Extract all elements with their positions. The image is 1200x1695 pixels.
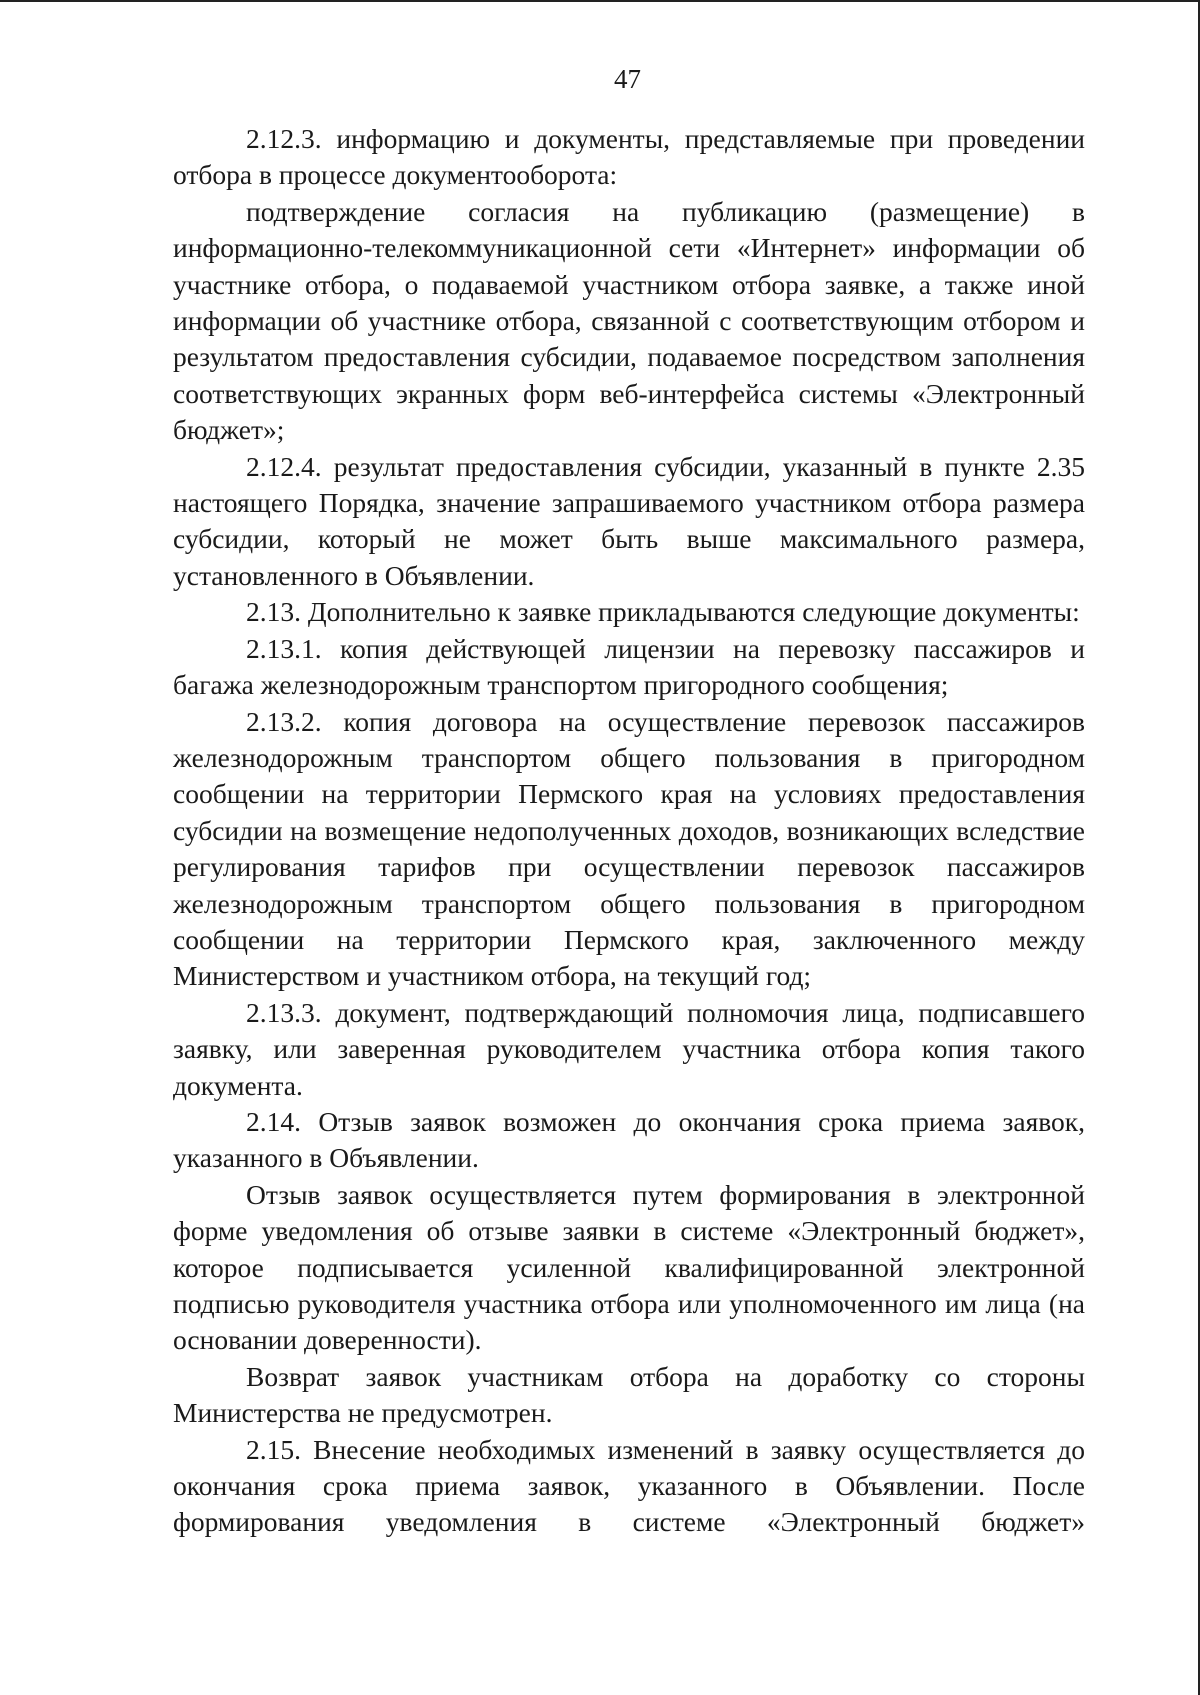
paragraph-withdrawal: Отзыв заявок осуществляется путем формирования в электронной форме уведомления об отзыве заявки в системе «Электронный бюджет», которое подписывается усиленной квалифицированной электронной подписью руководителя участника отбора или уполномоченного им лица (на основании доверенности). — [173, 1178, 1085, 1356]
paragraph-consent: подтверждение согласия на публикацию (размещение) в информационно-телекоммуникационной сети «Интернет» информации об участнике отбора, о подаваемой участником отбора заявке, а также иной информации об участнике отбора, связанной с соответствующим отбором и результатом предоставления субсидии, подаваемое посредством заполнения соответствующих экранных форм веб-интерфейса системы «Электронный бюджет»; — [173, 195, 1085, 446]
paragraph-2-15: 2.15. Внесение необходимых изменений в заявку осуществляется до окончания срока приема заявок, указанного в Объявлении. После формирования уведомления в системе «Электронный бюджет» — [173, 1433, 1085, 1538]
paragraph-2-14: 2.14. Отзыв заявок возможен до окончания срока приема заявок, указанного в Объявлении. — [173, 1105, 1085, 1174]
paragraph-2-13-3: 2.13.3. документ, подтверждающий полномочия лица, подписавшего заявку, или заверенная руководителем участника отбора копия такого документа. — [173, 996, 1085, 1101]
paragraph-2-13-1: 2.13.1. копия действующей лицензии на перевозку пассажиров и багажа железнодорожным транспортом пригородного сообщения; — [173, 632, 1085, 701]
paragraph-return: Возврат заявок участникам отбора на доработку со стороны Министерства не предусмотрен. — [173, 1360, 1085, 1429]
document-body — [173, 121, 1085, 1541]
paragraph-2-12-3: 2.12.3. информацию и документы, представляемые при проведении отбора в процессе документооборота: — [173, 123, 1085, 191]
scan-border-top — [0, 0, 1200, 2]
paragraph-2-12-4: 2.12.4. результат предоставления субсидии, указанный в пункте 2.35 настоящего Порядка, значение запрашиваемого участником отбора размера субсидии, который не может быть выше максимального размера, установленного в Объявлении. — [173, 450, 1085, 591]
page-number: 47 — [614, 64, 641, 94]
paragraph-2-13-2: 2.13.2. копия договора на осуществление перевозок пассажиров железнодорожным транспортом общего пользования в пригородном сообщении на территории Пермского края на условиях предоставления субсидии на возмещение недополученных доходов, возникающих вследствие регулирования тарифов при осуществлении перевозок пассажиров железнодорожным транспортом общего пользования в пригородном сообщении на территории Пермского края, заключенного между Министерством и участником отбора, на текущий год; — [173, 705, 1085, 992]
paragraph-2-13: 2.13. Дополнительно к заявке прикладываются следующие документы: — [246, 596, 1080, 628]
